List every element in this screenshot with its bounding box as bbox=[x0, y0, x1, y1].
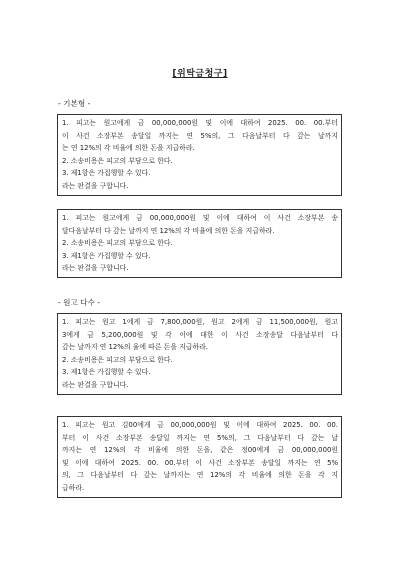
claim-line: 3. 제1항은 가집행할 수 있다. bbox=[62, 368, 151, 377]
claim-line: 3. 제1항은 가집행할 수 있다. bbox=[62, 251, 151, 260]
claim-line: 는 연 12%의 각 비율에 의한 돈을 지급하라. bbox=[62, 144, 195, 153]
claim-line: 까지는 연 12%의 각 비율에 의한 돈을, 같은 정00에게 금 00,000,000원 bbox=[62, 446, 338, 455]
claim-line: 달다음날부터 다 갚는 날까지 연 12%의 각 비율에 의한 돈을 지급하라. bbox=[62, 226, 275, 235]
section-heading-basic: - 기본형 - bbox=[58, 99, 91, 108]
claim-line: 2. 소송비용은 피고의 부담으로 한다. bbox=[62, 239, 173, 248]
claim-line: 3에게 금 5,200,000원 및 각 이에 대한 이 사건 소장송달 다음날부터 다 bbox=[62, 330, 338, 339]
claim-line: 1. 피고는 원고에게 금 00,000,000원 및 이에 대하여 2025. 00. 00.부터 bbox=[62, 119, 338, 127]
claim-line: 부터 이 사건 소장부본 송달일 까지는 연 5%의, 그 다음날부터 다 갚는 날 bbox=[62, 433, 338, 442]
claim-line: 1. 피고는 원고 1에게 금 7,800,000원, 원고 2에게 금 11,500,000원, 원고 bbox=[62, 318, 338, 326]
claim-box-basic-1 bbox=[57, 114, 342, 196]
claim-box-basic-2 bbox=[57, 209, 342, 278]
claim-line: 갚는 날까지 연 12%의 율에 따른 돈을 지급하라. bbox=[62, 343, 208, 352]
claim-box-multiple-2 bbox=[57, 416, 342, 498]
claim-line: 이 사건 소장부본 송달일 까지는 연 5%의, 그 다음날부터 다 갚는 날까지 bbox=[62, 131, 338, 140]
claim-box-multiple-1 bbox=[57, 313, 342, 395]
claim-line: 및 이에 대하여 2025. 00. 00.부터 이 사건 소장부본 송달일 까지는 연 5% bbox=[62, 458, 338, 467]
document-title: [위탁금청구] bbox=[172, 69, 228, 79]
claim-line: 라는 판결을 구합니다. bbox=[62, 264, 129, 273]
claim-line: 3. 제1항은 가집행할 수 있다. bbox=[62, 169, 151, 178]
section-heading-multiple-plaintiffs: - 원고 다수 - bbox=[58, 298, 101, 307]
claim-line: 1. 피고는 원고 김00에게 금 00,000,000원 및 이에 대하여 2025. 00. 00. bbox=[62, 421, 338, 429]
claim-line: 1. 피고는 원고에게 금 00,000,000원 및 이에 대하여 이 사건 소장부본 송 bbox=[62, 214, 338, 222]
claim-line: 의, 그 다음날부터 다 갚는 날까지는 연 12%의 각 비율에 의한 돈을 각 지 bbox=[62, 471, 338, 480]
claim-line: 2. 소송비용은 피고의 부담으로 한다. bbox=[62, 355, 173, 364]
claim-line: 급하라. bbox=[62, 483, 85, 492]
claim-line: 2. 소송비용은 피고의 부담으로 한다. bbox=[62, 156, 173, 165]
claim-line: 라는 판결을 구합니다. bbox=[62, 380, 129, 389]
claim-line: 라는 판결을 구합니다. bbox=[62, 181, 129, 190]
